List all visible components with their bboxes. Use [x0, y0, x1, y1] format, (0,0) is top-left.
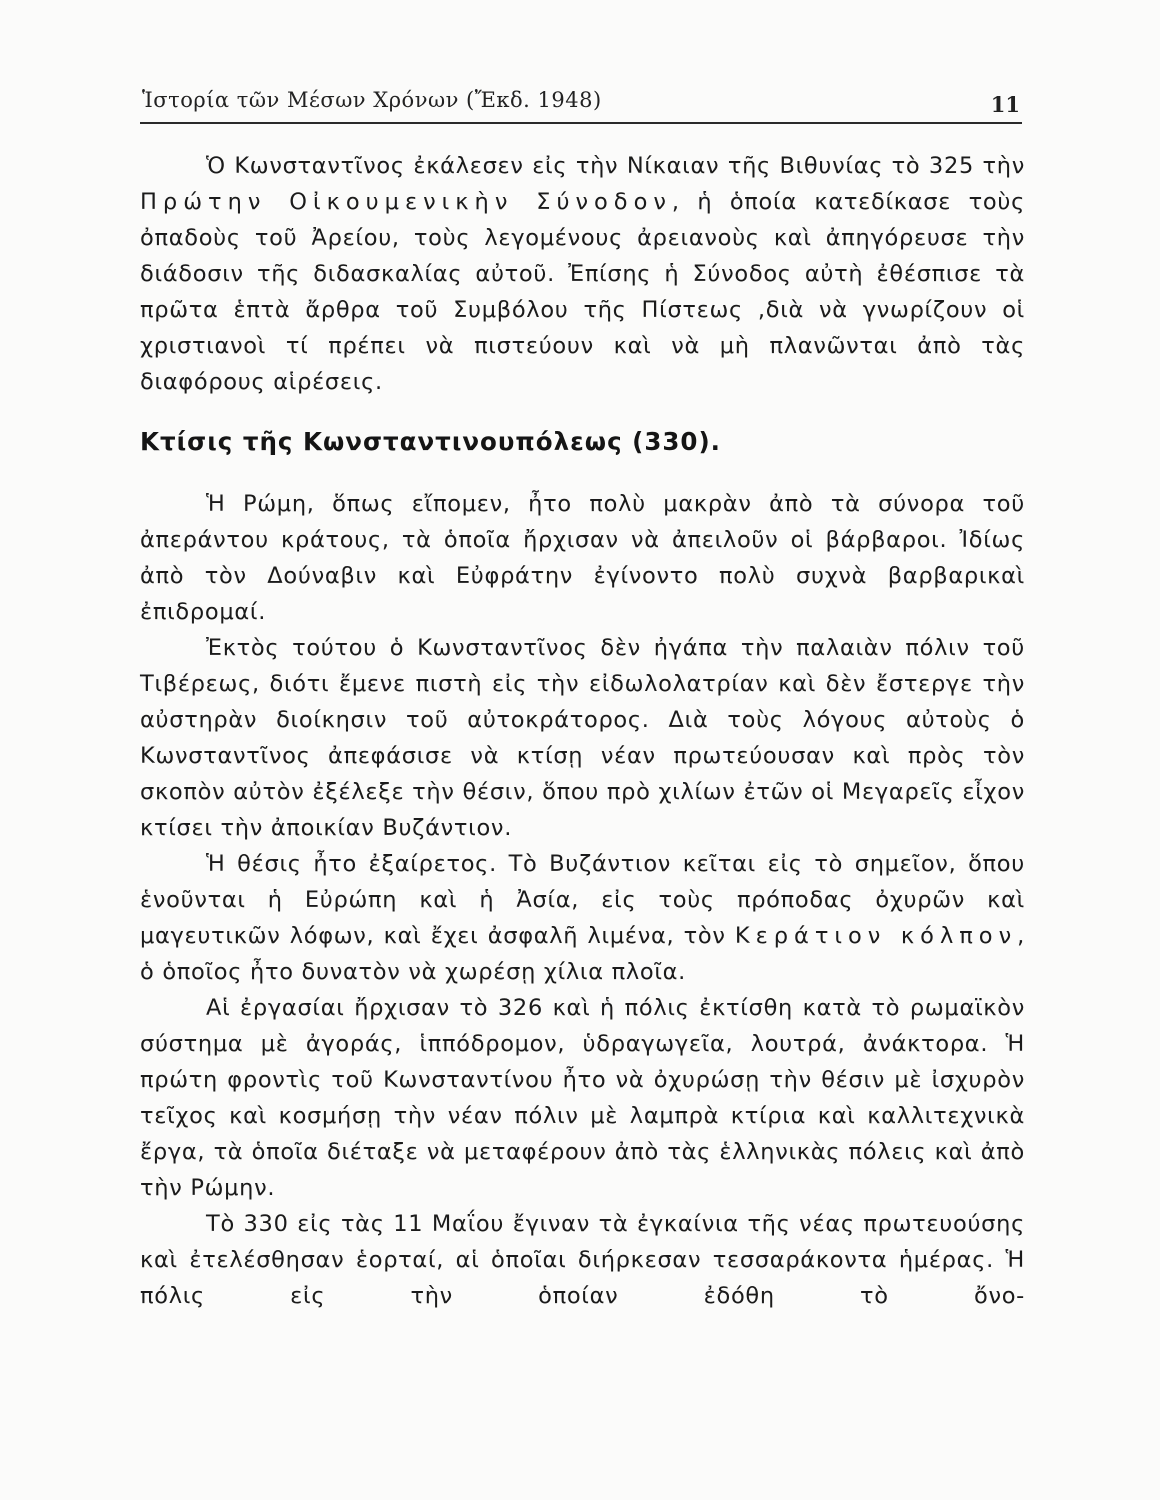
emphasized-term: Κεράτιον κόλπον [734, 923, 1018, 949]
emphasized-term: Πρώτην Οἰκουμενικὴν Σύνοδον [140, 189, 672, 215]
paragraph-construction-works: Αἱ ἐργασίαι ἤρχισαν τὸ 326 καὶ ἡ πόλις ἐκτίσθη κατὰ τὸ ρωμαϊκὸν σύστημα μὲ ἀγοράς, ἱππόδρομον, ὑδραγωγεῖα, λουτρά, ἀνάκτορα. Ἡ πρώτη φροντὶς τοῦ Κωνσταντίνου ἦτο νὰ ὀχυρώσῃ τὴν θέσιν μὲ ἰσχυρὸν τεῖχος καὶ κοσμήσῃ τὴν νέαν πόλιν μὲ λαμπρὰ κτίρια καὶ καλλιτεχνικὰ ἔργα, τὰ ὁποῖα διέταξε νὰ μεταφέρουν ἀπὸ τὰς ἑλληνικὰς πόλεις καὶ ἀπὸ τὴν Ρώμην. [140, 995, 1025, 1201]
paragraph-new-capital-decision: Ἐκτὸς τούτου ὁ Κωνσταντῖνος δὲν ἠγάπα τὴν παλαιὰν πόλιν τοῦ Τιβέρεως, διότι ἔμενε πιστὴ εἰς τὴν εἰδωλολατρίαν καὶ δὲν ἔστεργε τὴν αὐστηρὰν διοίκησιν τοῦ αὐτοκράτορος. Διὰ τοὺς λόγους αὐτοὺς ὁ Κωνσταντῖνος ἀπεφάσισε νὰ κτίσῃ νέαν πρωτεύουσαν καὶ πρὸς τὸν σκοπὸν αὐτὸν ἐξέλεξε τὴν θέσιν, ὅπου πρὸ χιλίων ἐτῶν οἱ Μεγαρεῖς εἶχον κτίσει τὴν ἀποικίαν Βυζάντιον. [140, 635, 1025, 841]
paragraph-text: , ὁ ὁποῖος ἦτο δυνατὸν νὰ χωρέσῃ χίλια πλοῖα. [140, 923, 1025, 985]
running-header [140, 88, 1022, 124]
page-number: 11 [990, 92, 1020, 117]
paragraph-byzantium-location [140, 846, 1025, 990]
paragraph-first-ecumenical-council [140, 148, 1025, 400]
paragraph-text: , ἡ ὁποία κατεδίκασε τοὺς ὀπαδοὺς τοῦ Ἀρείου, τοὺς λεγομένους ἀρειανοὺς καὶ ἀπηγόρευσε τὴν διάδοσιν τῆς διδασκαλίας αὐτοῦ. Ἐπίσης ἡ Σύνοδος αὐτὴ ἐθέσπισε τὰ πρῶτα ἑπτὰ ἄρθρα τοῦ Συμβόλου τῆς Πίστεως ,διὰ νὰ γνωρίζουν οἱ χριστιανοὶ τί πρέπει νὰ πιστεύουν καὶ νὰ μὴ πλανῶνται ἀπὸ τὰς διαφόρους αἱρέσεις. [140, 189, 1025, 395]
paragraph-inauguration: Τὸ 330 εἰς τὰς 11 Μαΐου ἔγιναν τὰ ἐγκαίνια τῆς νέας πρωτευούσης καὶ ἐτελέσθησαν ἑορταί, αἱ ὁποῖαι διήρκεσαν τεσσαράκοντα ἡμέρας. Ἡ πόλις εἰς τὴν ὁποίαν ἐδόθη τὸ ὄνο- [140, 1211, 1025, 1309]
paragraph-text: Ἡ θέσις ἦτο ἐξαίρετος. Τὸ Βυζάντιον κεῖται εἰς τὸ σημεῖον, ὅπου ἑνοῦνται ἡ Εὐρώπη καὶ ἡ Ἀσία, εἰς τοὺς πρόποδας ὀχυρῶν καὶ μαγευτικῶν λόφων, καὶ ἔχει ἀσφαλῆ λιμένα, τὸν [140, 851, 1025, 949]
paragraph-rome-far-from-borders: Ἡ Ρώμη, ὅπως εἴπομεν, ἦτο πολὺ μακρὰν ἀπὸ τὰ σύνορα τοῦ ἀπεράντου κράτους, τὰ ὁποῖα ἤρχισαν νὰ ἀπειλοῦν οἱ βάρβαροι. Ἰδίως ἀπὸ τὸν Δούναβιν καὶ Εὐφράτην ἐγίνοντο πολὺ συχνὰ βαρβαρικαὶ ἐπιδρομαί. [140, 491, 1025, 625]
header-title: Ἱστορία τῶν Μέσων Χρόνων (Ἔκδ. 1948) [142, 88, 602, 112]
section-heading: Κτίσις τῆς Κωνσταντινουπόλεως (330). [140, 427, 721, 456]
paragraph-text: Ὁ Κωνσταντῖνος ἐκάλεσεν εἰς τὴν Νίκαιαν τῆς Βιθυνίας τὸ 325 τὴν [206, 153, 1025, 179]
text-body [140, 148, 1025, 1314]
